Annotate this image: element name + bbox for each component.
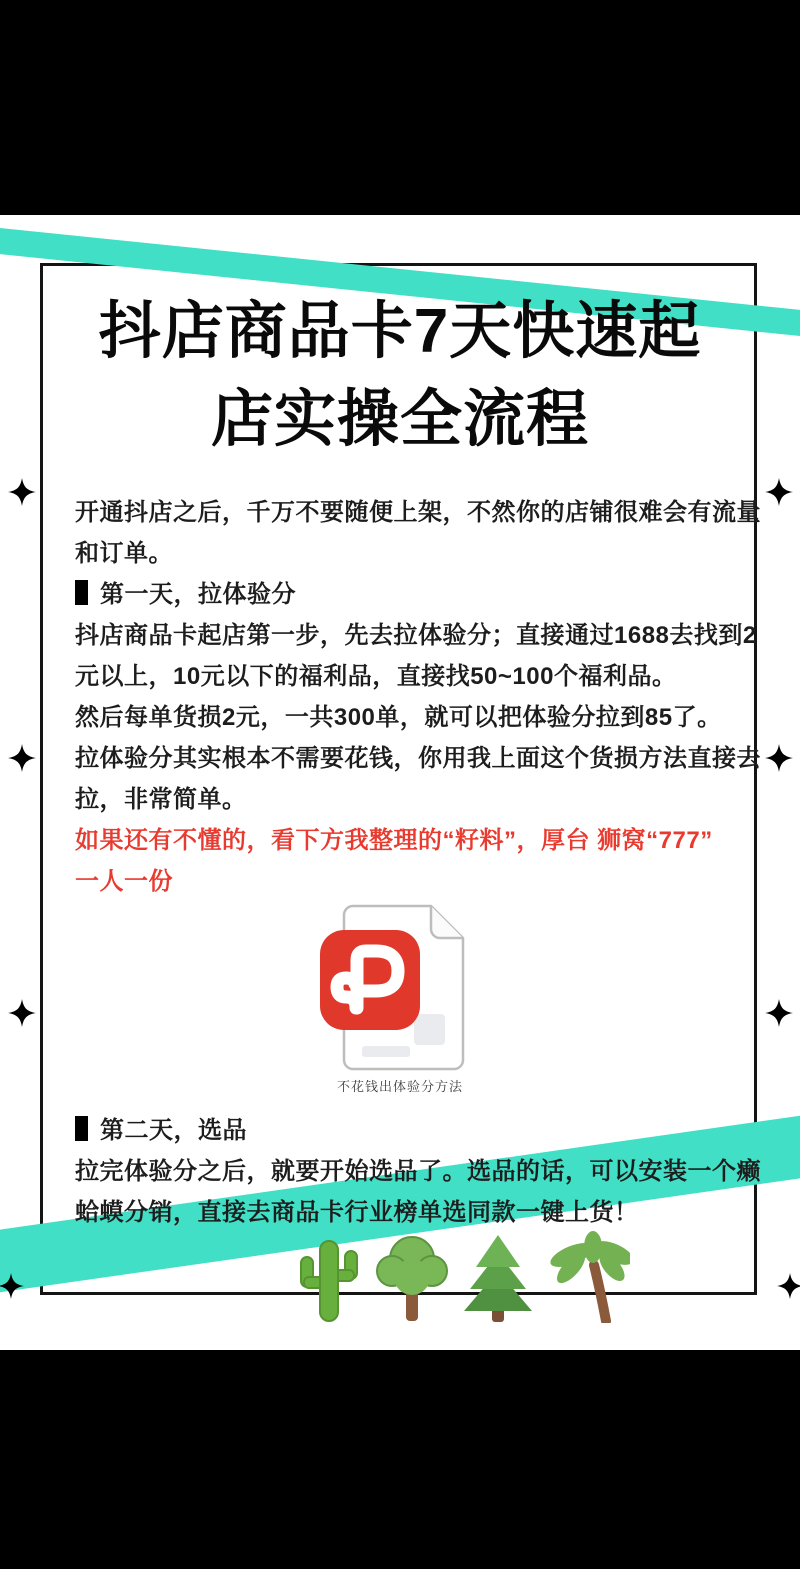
cactus-icon xyxy=(293,1237,365,1323)
sparkle-icon xyxy=(0,1273,24,1299)
day1-heading xyxy=(75,574,755,615)
day1-note-line: 一人一份 xyxy=(75,868,173,895)
day2-heading-label: 第二天，选品 xyxy=(100,1117,247,1144)
sparkle-icon xyxy=(765,999,793,1027)
day1-heading-label: 第一天，拉体验分 xyxy=(100,581,296,608)
day1-line: 元以上，10元以下的福利品，直接找50~100个福利品。 xyxy=(75,663,677,690)
day1-line: 抖店商品卡起店第一步，先去拉体验分；直接通过1688去找到2 xyxy=(75,622,757,649)
sparkle-icon xyxy=(8,999,36,1027)
day2-line: 拉完体验分之后，就要开始选品了。选品的话，可以安装一个癞 xyxy=(75,1158,761,1185)
page-title xyxy=(0,288,800,464)
sparkle-icon xyxy=(765,744,793,772)
intro-line: 开通抖店之后，千万不要随便上架，不然你的店铺很难会有流量 xyxy=(75,499,761,526)
day2-heading xyxy=(75,1110,755,1151)
section-marker-icon xyxy=(75,1116,88,1141)
pdf-attachment xyxy=(310,900,490,1105)
intro-line: 和订单。 xyxy=(75,540,173,567)
section-marker-icon xyxy=(75,580,88,605)
page-title-line2: 店实操全流程 xyxy=(210,385,589,454)
deciduous-tree-icon xyxy=(372,1233,452,1323)
body-text-day2 xyxy=(75,1110,761,1233)
day2-line: 蛤蟆分销，直接去商品卡行业榜单选同款一键上货！ xyxy=(75,1199,639,1226)
evergreen-tree-icon xyxy=(459,1233,537,1323)
pdf-caption: 不花钱出体验分方法 xyxy=(336,1079,463,1094)
top-black-band xyxy=(0,0,800,215)
sparkle-icon xyxy=(8,744,36,772)
day1-line: 拉体验分其实根本不需要花钱，你用我上面这个货损方法直接去 xyxy=(75,745,761,772)
plant-emoji-row xyxy=(293,1231,630,1323)
bottom-black-band xyxy=(0,1350,800,1569)
body-text-day1 xyxy=(75,492,761,902)
day1-line: 拉，非常简单。 xyxy=(75,786,247,813)
pdf-document-icon xyxy=(310,900,490,1100)
sparkle-icon xyxy=(8,478,36,506)
palm-tree-icon xyxy=(544,1231,630,1323)
sparkle-icon xyxy=(765,478,793,506)
page-title-line1: 抖店商品卡7天快速起 xyxy=(98,297,702,366)
day1-note-line: 如果还有不懂的，看下方我整理的“籽料”，厚台 狮窝“777” xyxy=(75,827,713,854)
sparkle-icon xyxy=(777,1273,800,1299)
day1-line: 然后每单货损2元，一共300单，就可以把体验分拉到85了。 xyxy=(75,704,722,731)
